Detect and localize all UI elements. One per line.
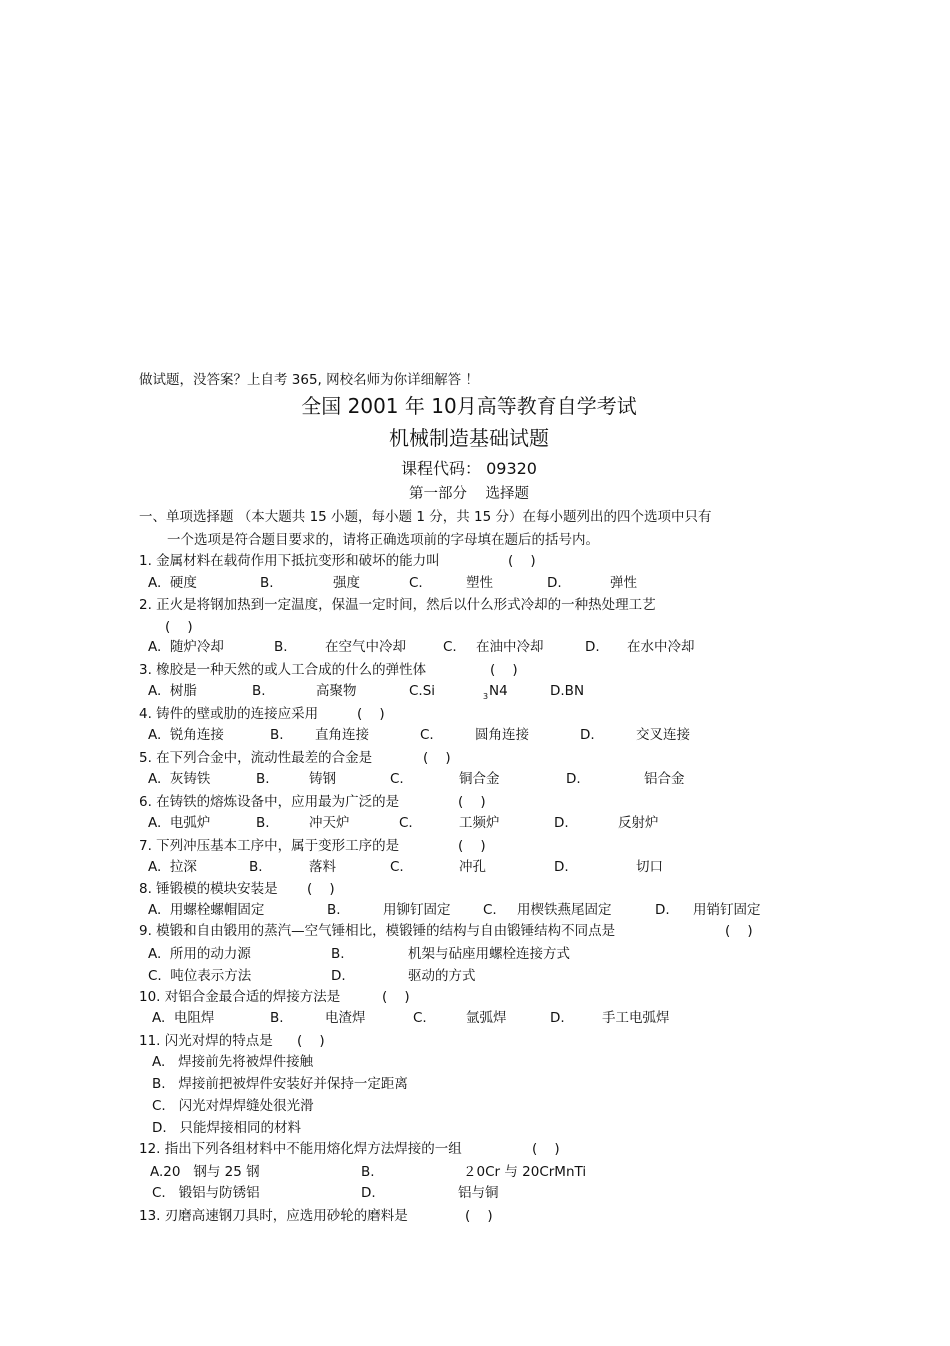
q9-option-a: A. 所用的动力源 bbox=[148, 946, 251, 962]
q10-option-d-text: 手工电弧焊 bbox=[602, 1010, 670, 1026]
q8-option-d-text: 用销钉固定 bbox=[693, 902, 761, 918]
q4-option-c-letter: C. bbox=[420, 727, 434, 743]
q8-option-c-letter: C. bbox=[483, 902, 497, 918]
q5-option-c-text: 铜合金 bbox=[459, 771, 500, 787]
q7-option-d-letter: D. bbox=[554, 859, 569, 875]
q12-option-d-letter: D. bbox=[361, 1185, 376, 1201]
q8-option-a: A. 用螺栓螺帽固定 bbox=[148, 902, 265, 918]
question-5-answer-paren: ( ) bbox=[423, 750, 451, 766]
exam-title: 全国 2001 年 10月高等教育自学考试 bbox=[301, 394, 637, 418]
q1-option-b-text: 强度 bbox=[333, 575, 360, 591]
question-4-answer-paren: ( ) bbox=[357, 706, 385, 722]
q8-option-c-text: 用楔铁燕尾固定 bbox=[517, 902, 612, 918]
q6-option-c-text: 工频炉 bbox=[459, 815, 500, 831]
q9-option-c: C. 吨位表示方法 bbox=[148, 968, 252, 984]
q2-option-b-letter: B. bbox=[274, 639, 288, 655]
q5-option-b-letter: B. bbox=[256, 771, 270, 787]
q7-option-b-letter: B. bbox=[249, 859, 263, 875]
q2-option-c-text: 在油中冷却 bbox=[476, 639, 544, 655]
q12-option-a: A.20 钢与 25 钢 bbox=[150, 1164, 260, 1180]
question-8-stem: 8. 锤锻模的模块安装是 bbox=[139, 881, 278, 897]
q1-option-c-text: 塑性 bbox=[466, 575, 493, 591]
q9-option-b-letter: B. bbox=[331, 946, 345, 962]
q8-option-b-text: 用铆钉固定 bbox=[383, 902, 451, 918]
section-intro-line-1: 一、单项选择题 （本大题共 15 小题，每小题 1 分，共 15 分）在每小题列出的四个选项中只有 bbox=[139, 509, 712, 525]
q1-option-d-letter: D. bbox=[547, 575, 562, 591]
question-12-stem: 12. 指出下列各组材料中不能用熔化焊方法焊接的一组 bbox=[139, 1141, 462, 1157]
q3-option-d: D.BN bbox=[550, 683, 585, 699]
q6-option-d-text: 反射炉 bbox=[618, 815, 659, 831]
q5-option-a: A. 灰铸铁 bbox=[148, 771, 211, 787]
question-8-answer-paren: ( ) bbox=[307, 881, 335, 897]
question-13-answer-paren: ( ) bbox=[465, 1208, 493, 1224]
part-heading: 第一部分 选择题 bbox=[409, 486, 529, 502]
q4-option-d-letter: D. bbox=[580, 727, 595, 743]
subject-title: 机械制造基础试题 bbox=[389, 426, 549, 450]
question-3-stem: 3. 橡胶是一种天然的或人工合成的什么的弹性体 bbox=[139, 662, 427, 678]
q12-option-c: C. 锻铝与防锈铝 bbox=[152, 1185, 260, 1201]
q7-option-b-text: 落料 bbox=[309, 859, 336, 875]
q7-option-a: A. 拉深 bbox=[148, 859, 197, 875]
q2-option-a: A. 随炉冷却 bbox=[148, 639, 224, 655]
q7-option-d-text: 切口 bbox=[636, 859, 663, 875]
q7-option-c-letter: C. bbox=[390, 859, 404, 875]
question-1-answer-paren: ( ) bbox=[508, 553, 536, 569]
q2-option-d-text: 在水中冷却 bbox=[627, 639, 695, 655]
question-3-answer-paren: ( ) bbox=[490, 662, 518, 678]
q5-option-b-text: 铸钢 bbox=[309, 771, 336, 787]
question-12-answer-paren: ( ) bbox=[532, 1141, 560, 1157]
course-code: 课程代码： 09320 bbox=[401, 459, 537, 478]
q12-option-b-letter: B. bbox=[361, 1164, 375, 1180]
q10-option-d-letter: D. bbox=[550, 1010, 565, 1026]
q11-option-b: B. 焊接前把被焊件安装好并保持一定距离 bbox=[152, 1076, 408, 1092]
question-7-stem: 7. 下列冲压基本工序中，属于变形工序的是 bbox=[139, 838, 400, 854]
question-11-stem: 11. 闪光对焊的特点是 bbox=[139, 1033, 273, 1049]
q6-option-a: A. 电弧炉 bbox=[148, 815, 211, 831]
q2-option-c-letter: C. bbox=[443, 639, 457, 655]
q10-option-c-letter: C. bbox=[413, 1010, 427, 1026]
question-10-stem: 10. 对铝合金最合适的焊接方法是 bbox=[139, 989, 341, 1005]
question-5-stem: 5. 在下列合金中，流动性最差的合金是 bbox=[139, 750, 373, 766]
q4-option-d-text: 交叉连接 bbox=[636, 727, 690, 743]
q2-option-b-text: 在空气中冷却 bbox=[325, 639, 406, 655]
q5-option-d-letter: D. bbox=[566, 771, 581, 787]
q9-option-d-text: 驱动的方式 bbox=[408, 968, 476, 984]
question-9-stem: 9. 模锻和自由锻用的蒸汽—空气锤相比，模锻锤的结构与自由锻锤结构不同点是 bbox=[139, 923, 616, 939]
q10-option-c-text: 氩弧焊 bbox=[466, 1010, 507, 1026]
q10-option-b-letter: B. bbox=[270, 1010, 284, 1026]
q3-option-b-text: 高聚物 bbox=[316, 683, 357, 699]
q11-option-d: D. 只能焊接相同的材料 bbox=[152, 1120, 302, 1136]
q3-option-a: A. 树脂 bbox=[148, 683, 197, 699]
q11-option-a: A. 焊接前先将被焊件接触 bbox=[152, 1054, 314, 1070]
question-11-answer-paren: ( ) bbox=[297, 1033, 325, 1049]
q2-option-d-letter: D. bbox=[585, 639, 600, 655]
q4-option-b-text: 直角连接 bbox=[315, 727, 369, 743]
q3-option-b-letter: B. bbox=[252, 683, 266, 699]
question-2-answer-paren: ( ) bbox=[165, 619, 193, 635]
question-2-stem: 2. 正火是将钢加热到一定温度，保温一定时间，然后以什么形式冷却的一种热处理工艺 bbox=[139, 597, 656, 613]
q7-option-c-text: 冲孔 bbox=[459, 859, 486, 875]
q12-option-d-text: 铝与铜 bbox=[458, 1185, 499, 1201]
q10-option-a: A. 电阻焊 bbox=[152, 1010, 215, 1026]
q9-option-b-text: 机架与砧座用螺栓连接方式 bbox=[408, 946, 570, 962]
q1-option-d-text: 弹性 bbox=[610, 575, 637, 591]
q8-option-b-letter: B. bbox=[327, 902, 341, 918]
q11-option-c: C. 闪光对焊焊缝处很光滑 bbox=[152, 1098, 314, 1114]
q4-option-b-letter: B. bbox=[270, 727, 284, 743]
q3-option-c-formula: N4 bbox=[489, 683, 508, 699]
question-9-answer-paren: ( ) bbox=[725, 923, 753, 939]
question-1-stem: 1. 金属材料在载荷作用下抵抗变形和破坏的能力叫 bbox=[139, 553, 440, 569]
q6-option-d-letter: D. bbox=[554, 815, 569, 831]
q12-option-b-text: ２0Cr 与 20CrMnTi bbox=[463, 1164, 587, 1180]
question-6-stem: 6. 在铸铁的熔炼设备中，应用最为广泛的是 bbox=[139, 794, 400, 810]
q5-option-d-text: 铝合金 bbox=[644, 771, 685, 787]
q3-option-c bbox=[409, 685, 435, 699]
q10-option-b-text: 电渣焊 bbox=[325, 1010, 366, 1026]
q6-option-b-text: 冲天炉 bbox=[309, 815, 350, 831]
q4-option-a: A. 锐角连接 bbox=[148, 727, 224, 743]
question-13-stem: 13. 刃磨高速钢刀具时，应选用砂轮的磨料是 bbox=[139, 1208, 408, 1224]
q6-option-b-letter: B. bbox=[256, 815, 270, 831]
q5-option-c-letter: C. bbox=[390, 771, 404, 787]
q3-option-c-text: C.Si bbox=[409, 683, 436, 699]
q3-subscript: 3 bbox=[483, 692, 489, 701]
q9-option-d-letter: D. bbox=[331, 968, 346, 984]
question-10-answer-paren: ( ) bbox=[382, 989, 410, 1005]
section-intro-line-2: 一个选项是符合题目要求的，请将正确选项前的字母填在题后的括号内。 bbox=[167, 532, 599, 548]
q8-option-d-letter: D. bbox=[655, 902, 670, 918]
q6-option-c-letter: C. bbox=[399, 815, 413, 831]
question-7-answer-paren: ( ) bbox=[458, 838, 486, 854]
question-4-stem: 4. 铸件的壁或肋的连接应采用 bbox=[139, 706, 319, 722]
q1-option-b-letter: B. bbox=[260, 575, 274, 591]
question-6-answer-paren: ( ) bbox=[458, 794, 486, 810]
q1-option-a: A. 硬度 bbox=[148, 575, 197, 591]
q4-option-c-text: 圆角连接 bbox=[475, 727, 529, 743]
header-note: 做试题，没答案？上自考 365, 网校名师为你详细解答 ！ bbox=[139, 372, 479, 388]
q1-option-c-letter: C. bbox=[409, 575, 423, 591]
